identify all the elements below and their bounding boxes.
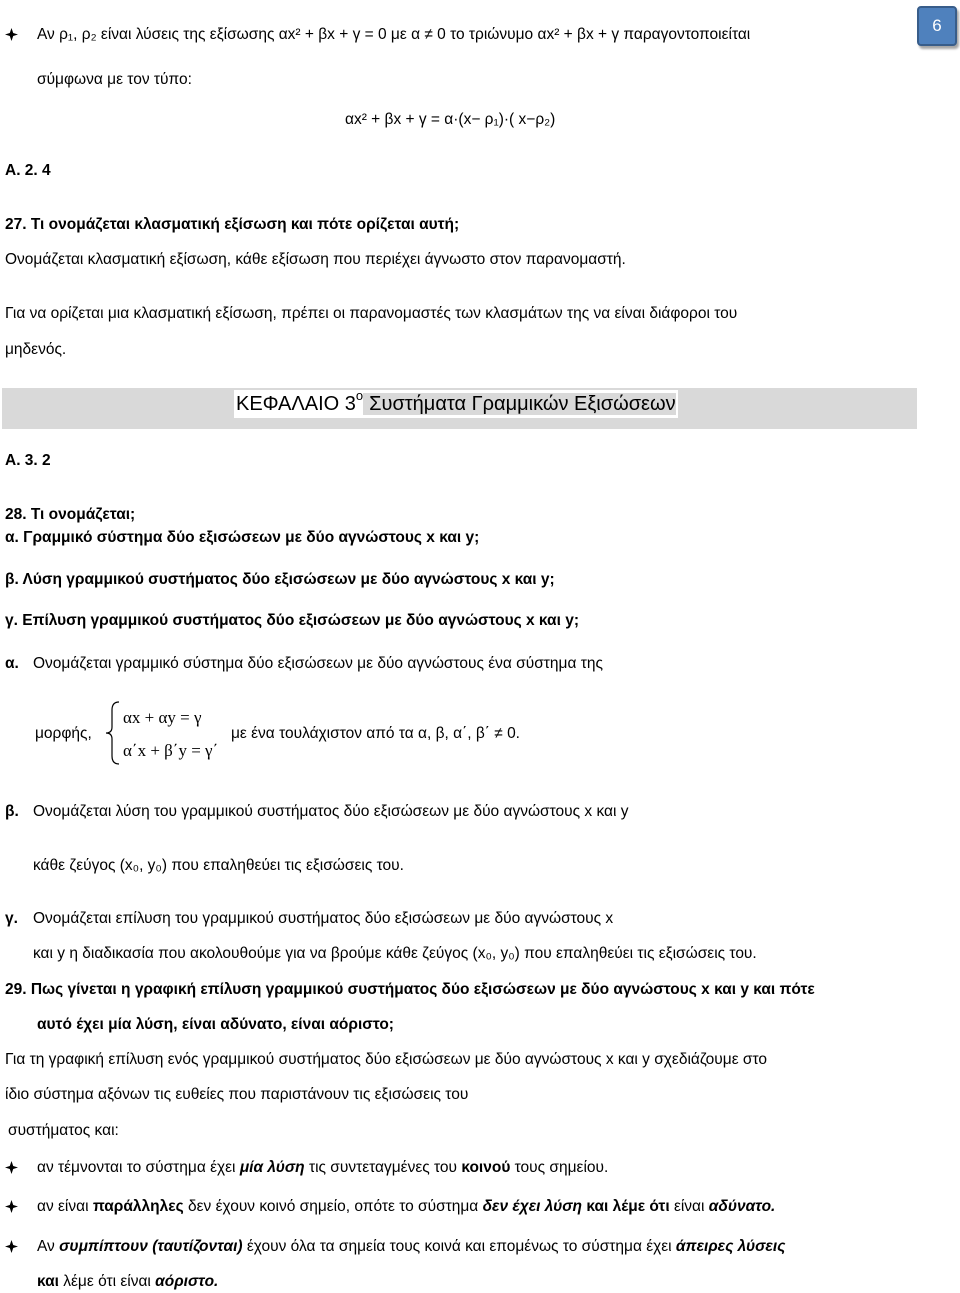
bullet-parallel-text: αν είναι <box>37 1198 93 1215</box>
factorization-formula: αx² + βx + γ = α·(x− ρ₁)·( x−ρ₂) <box>345 111 556 128</box>
q28-answer-a-label: α. <box>5 655 19 672</box>
q27-answer-2-cont: μηδενός. <box>5 341 67 358</box>
morfis-label: μορφής, <box>35 725 92 742</box>
q28-answer-b-cont: κάθε ζεύγος (x₀, y₀) που επαληθεύει τις εξισώσεις του. <box>33 857 404 874</box>
left-brace-icon <box>103 700 123 766</box>
q28-question-a: α. Γραμμικό σύστημα δύο εξισώσεων με δύο αγνώστους x και y; <box>5 529 480 546</box>
factorization-statement: Αν ρ₁, ρ₂ είναι λύσεις της εξίσωσης αx² + βx + γ = 0 με α ≠ 0 το τριώνυμο αx² + βx + γ παραγοντοποιείται <box>37 26 751 43</box>
chapter-superscript: ο <box>355 388 364 404</box>
q28-answer-c: Ονομάζεται επίλυση του γραμμικού συστήματος δύο εξισώσεων με δύο αγνώστους x <box>33 910 614 927</box>
impossible-emphasis: αδύνατο. <box>708 1198 776 1215</box>
diamond-bullet-icon <box>5 1161 18 1174</box>
diamond-bullet-icon <box>5 28 18 41</box>
bullet-coincide-text-2: έχουν όλα τα σημεία τους κοινά και επομένως το σύστημα έχει <box>242 1238 676 1255</box>
indeterminate-emphasis: αόριστο. <box>155 1273 219 1290</box>
section-a32: Α. 3. 2 <box>5 452 51 469</box>
no-solution-emphasis: δεν έχει λύση <box>482 1198 583 1215</box>
bullet-intersect <box>37 1158 608 1178</box>
q28-answer-b: Ονομάζεται λύση του γραμμικού συστήματος δύο εξισώσεων με δύο αγνώστους x και y <box>33 803 629 820</box>
bullet-intersect-text-3: τους σημείου. <box>510 1159 609 1176</box>
q28-question-c: γ. Επίλυση γραμμικού συστήματος δύο εξισώσεων με δύο αγνώστους x και y; <box>5 612 579 629</box>
system-equation-1: αx + αy = γ <box>123 708 202 727</box>
q28-answer-c-cont: και y η διαδικασία που ακολουθούμε για να βρούμε κάθε ζεύγος (x₀, y₀) που επαληθεύει τις εξισώσεις του. <box>33 945 757 962</box>
system-equation-2: α΄x + β΄y = γ΄ <box>123 741 219 760</box>
bullet-coincide <box>37 1237 785 1257</box>
chapter-label: ΚΕΦΑΛΑΙΟ 3 <box>236 393 356 415</box>
page-number-badge: 6 <box>917 6 957 46</box>
bullet-intersect-text-2: τις συντεταγμένες του <box>304 1159 462 1176</box>
bullet-parallel <box>37 1197 775 1217</box>
q28-question-b: β. Λύση γραμμικού συστήματος δύο εξισώσεων με δύο αγνώστους x και y; <box>5 571 555 588</box>
q29-answer-3: συστήματος και: <box>8 1122 119 1139</box>
diamond-bullet-icon <box>5 1200 18 1213</box>
chapter-title: Συστήματα Γραμμικών Εξισώσεων <box>363 393 675 415</box>
bullet-coincide-text: Αν <box>37 1238 60 1255</box>
q29-answer-1: Για τη γραφική επίλυση ενός γραμμικού συστήματος δύο εξισώσεων με δύο αγνώστους x και y σχεδιάζουμε στο <box>5 1051 767 1068</box>
bullet-coincide-cont <box>37 1272 218 1292</box>
chapter-heading <box>234 390 678 418</box>
bullet-parallel-text-2: δεν έχουν κοινό σημείο, οπότε το σύστημα <box>183 1198 483 1215</box>
q29-title: 29. Πως γίνεται η γραφική επίλυση γραμμικού συστήματος δύο εξισώσεων με δύο αγνώστους x και y και πότε <box>5 981 815 998</box>
bullet-intersect-text: αν τέμνονται το σύστημα έχει <box>37 1159 240 1176</box>
factorization-statement-cont: σύμφωνα με τον τύπο: <box>37 71 192 88</box>
q28-answer-c-label: γ. <box>5 910 18 927</box>
and-we-say-emphasis: και λέμε ότι <box>582 1198 670 1215</box>
coincide-emphasis: συμπίπτουν (ταυτίζονται) <box>59 1238 243 1255</box>
q28-title: 28. Τι ονομάζεται; <box>5 506 136 523</box>
system-condition: με ένα τουλάχιστον από τα α, β, α΄, β΄ ≠ 0. <box>231 725 520 742</box>
and-emphasis: και <box>37 1273 59 1290</box>
bullet-parallel-text-3: είναι <box>669 1198 709 1215</box>
q29-answer-2: ίδιο σύστημα αξόνων τις ευθείες που παριστάνουν τις εξισώσεις του <box>5 1086 469 1103</box>
bullet-coincide-text-3: λέμε ότι είναι <box>58 1273 156 1290</box>
q28-answer-b-label: β. <box>5 803 19 820</box>
common-emphasis: κοινού <box>461 1159 511 1176</box>
infinite-solutions-emphasis: άπειρες λύσεις <box>675 1238 786 1255</box>
q28-answer-a: Ονομάζεται γραμμικό σύστημα δύο εξισώσεων με δύο αγνώστους ένα σύστημα της <box>33 655 603 672</box>
q27-title: 27. Τι ονομάζεται κλασματική εξίσωση και πότε ορίζεται αυτή; <box>5 216 460 233</box>
q27-answer-2: Για να ορίζεται μια κλασματική εξίσωση, πρέπει οι παρανομαστές των κλασμάτων της να είναι διάφοροι του <box>5 305 738 322</box>
section-a24: Α. 2. 4 <box>5 162 51 179</box>
one-solution-emphasis: μία λύση <box>239 1159 305 1176</box>
parallel-emphasis: παράλληλες <box>92 1198 184 1215</box>
q27-answer-1: Ονομάζεται κλασματική εξίσωση, κάθε εξίσωση που περιέχει άγνωστο στον παρανομαστή. <box>5 251 626 268</box>
q29-title-cont: αυτό έχει μία λύση, είναι αδύνατο, είναι αόριστο; <box>37 1016 394 1033</box>
diamond-bullet-icon <box>5 1240 18 1253</box>
